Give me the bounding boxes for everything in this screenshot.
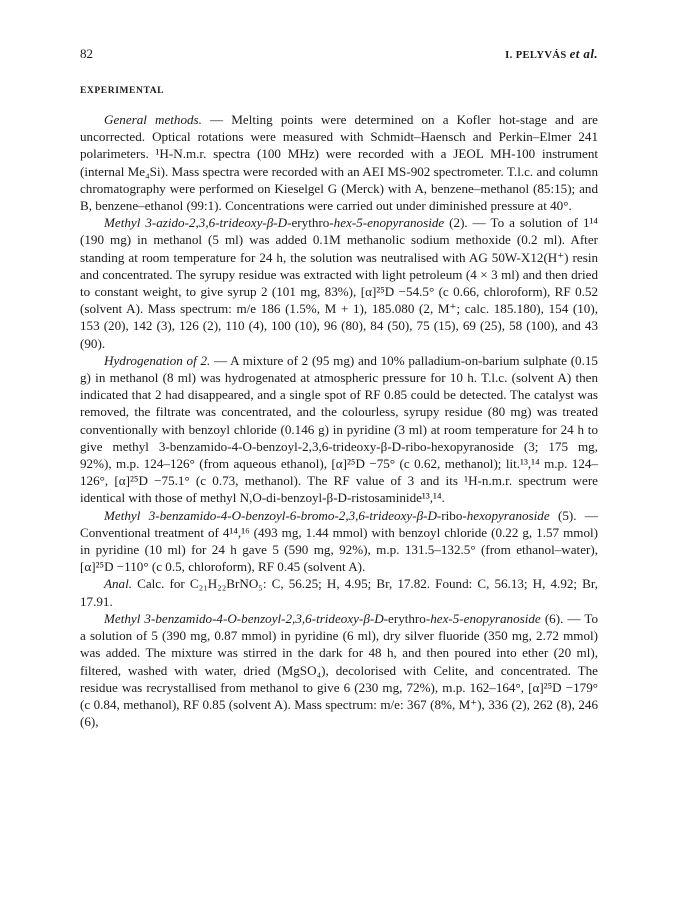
run-in-part: -hexopyranoside — [462, 507, 550, 523]
run-in-part: Methyl 3-benzamido-4-O-benzoyl-6-bromo-2,3,6-trideoxy-β-D- — [104, 507, 442, 523]
paragraph-general-methods — [80, 111, 598, 214]
page-header — [80, 46, 598, 64]
paragraph-compound-6 — [80, 610, 598, 730]
run-in-heading: General methods. — [104, 112, 202, 127]
run-in-part: -hex-5-enopyranoside — [329, 215, 445, 231]
paragraph-text: — A mixture of 2 (95 mg) and 10% palladium-on-barium sulphate (0.15 g) in methanol (8 ml) was hydrogenated at atmospheric pressure for 10 h. T.l.c. (solvent A) then indicated that 2 had disappeared, and a single spot of RF 0.85 could be detected. The catalyst was removed, the filtrate was concentrated, and the colourless, syrupy residue (80 mg) was treated conventionally with benzoyl chloride (0.146 g) in pyridine (3 ml) at room temperature for 24 h to give methyl 3-benzamido-4-O-benzoyl-2,3,6-trideoxy-β-D-ribo-hexopyranoside (3; 175 mg, 92%), m.p. 124–126° (from aqueous ethanol), [α]²⁵D −75° (c 0.62, methanol); lit.¹³,¹⁴ m.p. 124–126°, [α]²⁵D −75.1° (c 0.73, methanol). The RF value of 3 and its ¹H-n.m.r. spectrum were identical with those of methyl N,O-di-benzoyl-β-D-ristosaminide¹³,¹⁴. — [80, 352, 598, 506]
run-in-heading: Anal. — [104, 576, 133, 592]
author-name: I. PELYVÁS — [505, 50, 567, 61]
run-in-part: ribo — [441, 507, 463, 523]
paragraph-text: Calc. for C₂₁H₂₂BrNO₅: C, 56.25; H, 4.95; Br, 17.82. Found: C, 56.13; H, 4.92; Br, 17.91. — [80, 576, 598, 609]
page-number: 82 — [80, 46, 93, 61]
paragraph-compound-2 — [80, 214, 598, 352]
paragraph-text: (5). — Conventional treatment of 4¹⁴,¹⁶ (493 mg, 1.44 mmol) with benzoyl chloride (0.22 g, 1.57 mmol) in pyridine (10 ml) for 24 h gave 5 (590 mg, 92%), m.p. 131.5–132.5° (from ethanol–water), [α]²⁵D −110° (c 0.5, chloroform), RF 0.45 (solvent A). — [80, 507, 598, 575]
run-in-part: -hex-5-enopyranoside — [425, 610, 541, 626]
paragraph-text: (6). — To a solution of 5 (390 mg, 0.87 mmol) in pyridine (6 ml), dry silver fluoride (350 mg, 2.72 mmol) was added. The mixture was stirred in the dark for 48 h, and then poured into ether (20 ml), filtered, washed with water, dried (MgSO₄), decolorised with Celite, and concentrated. The residue was recrystallised from methanol to give 6 (230 mg, 72%), m.p. 162–164°, [α]²⁵D −179° (c 0.84, methanol), RF 0.85 (solvent A). Mass spectrum: m/e: 367 (8%, M⁺), 336 (2), 262 (8), 246 (6), — [80, 610, 598, 730]
run-in-heading — [104, 508, 550, 523]
run-in-part: erythro — [388, 610, 426, 626]
run-in-heading: Hydrogenation of 2. — [104, 352, 211, 368]
section-heading: EXPERIMENTAL — [80, 86, 165, 96]
paragraph-compound-5 — [80, 507, 598, 576]
body-text — [80, 111, 598, 730]
run-in-part: Methyl 3-azido-2,3,6-trideoxy-β-D- — [104, 215, 292, 231]
run-in-part: erythro — [291, 215, 330, 231]
run-in-heading — [104, 611, 541, 626]
paragraph-text: (2). — To a solution of 1¹⁴ (190 mg) in methanol (5 ml) was added 0.1M methanolic sodium methoxide (0.2 ml). After standing at room temperature for 24 h, the solution was neutralised with AG 50W-X12(H⁺) resin and concentrated. The syrupy residue was extracted with light petroleum (4 × 3 ml) and then dried to constant weight, to give syrup 2 (101 mg, 83%), [α]²⁵D −54.5° (c 0.66, chloroform), RF 0.52 (solvent A). Mass spectrum: m/e 186 (1.5%, M + 1), 185.080 (2, M⁺; calc. 185.180), 154 (10), 153 (20), 142 (3), 126 (2), 110 (4), 100 (10), 96 (80), 84 (50), 75 (15), 69 (25), 58 (100), and 43 (90). — [80, 215, 598, 351]
run-in-heading — [104, 215, 444, 230]
run-in-part: Methyl 3-benzamido-4-O-benzoyl-2,3,6-trideoxy-β-D- — [104, 610, 389, 626]
paragraph-analysis — [80, 575, 598, 609]
et-al: et al. — [569, 46, 598, 61]
running-head — [505, 46, 598, 62]
paragraph-hydrogenation — [80, 352, 598, 507]
paragraph-text: — Melting points were determined on a Kofler hot-stage and are uncorrected. Optical rotations were measured with Schmidt–Haensch and Perkin–Elmer 241 polarimeters. ¹H-N.m.r. spectra (100 MHz) were recorded with a JEOL MH-100 instrument (internal Me₄Si). Mass spectra were recorded with an AEI MS-902 spectrometer. T.l.c. and column chromatography were performed on Kieselgel G (Merck) with A, benzene–methanol (85:15); and B, benzene–ethanol (99:1). Concentrations were carried out under diminished pressure at 40°. — [80, 112, 598, 214]
